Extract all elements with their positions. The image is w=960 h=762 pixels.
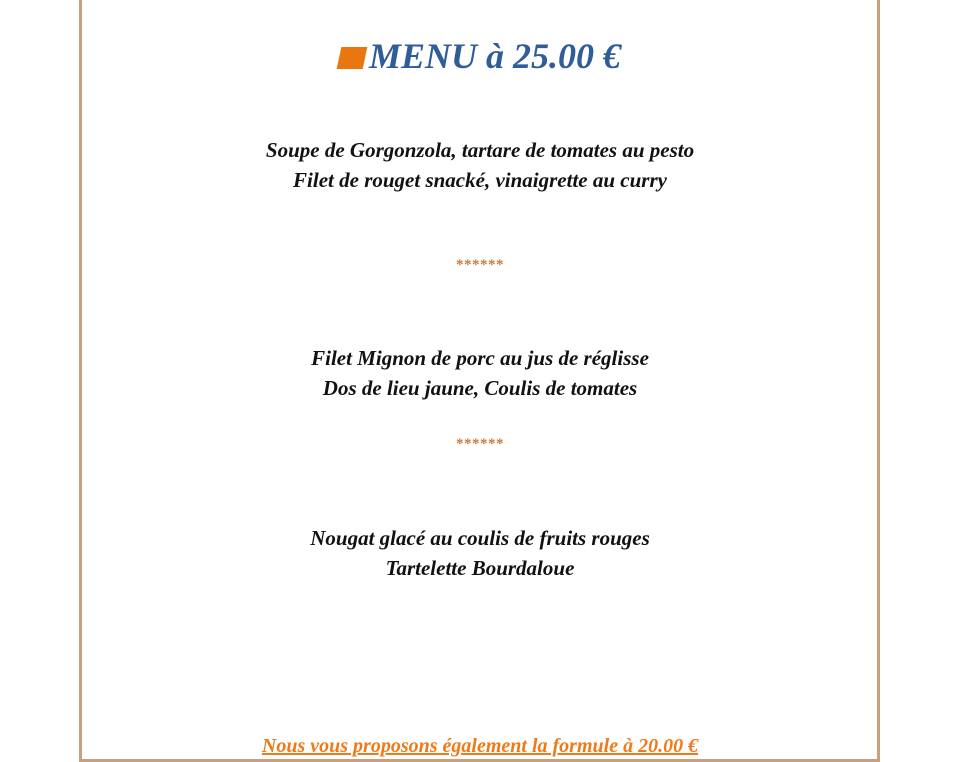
dessert-item-2: Tartelette Bourdaloue bbox=[385, 556, 575, 580]
course-separator-1: ****** bbox=[456, 257, 504, 273]
orange-square-bullet-icon bbox=[337, 47, 368, 69]
main-item-1: Filet Mignon de porc au jus de réglisse bbox=[311, 346, 649, 370]
menu-title-text: MENU à 25.00 € bbox=[368, 36, 622, 76]
dessert-item-1: Nougat glacé au coulis de fruits rouges bbox=[310, 526, 650, 550]
formula-note: Nous vous proposons également la formule à 20.00 € bbox=[261, 735, 699, 757]
main-item-2: Dos de lieu jaune, Coulis de tomates bbox=[322, 376, 638, 400]
starter-item-2: Filet de rouget snacké, vinaigrette au curry bbox=[293, 168, 667, 192]
starter-item-1: Soupe de Gorgonzola, tartare de tomates au pesto bbox=[265, 138, 695, 162]
course-separator-2: ****** bbox=[456, 436, 504, 452]
menu-title bbox=[0, 34, 960, 78]
